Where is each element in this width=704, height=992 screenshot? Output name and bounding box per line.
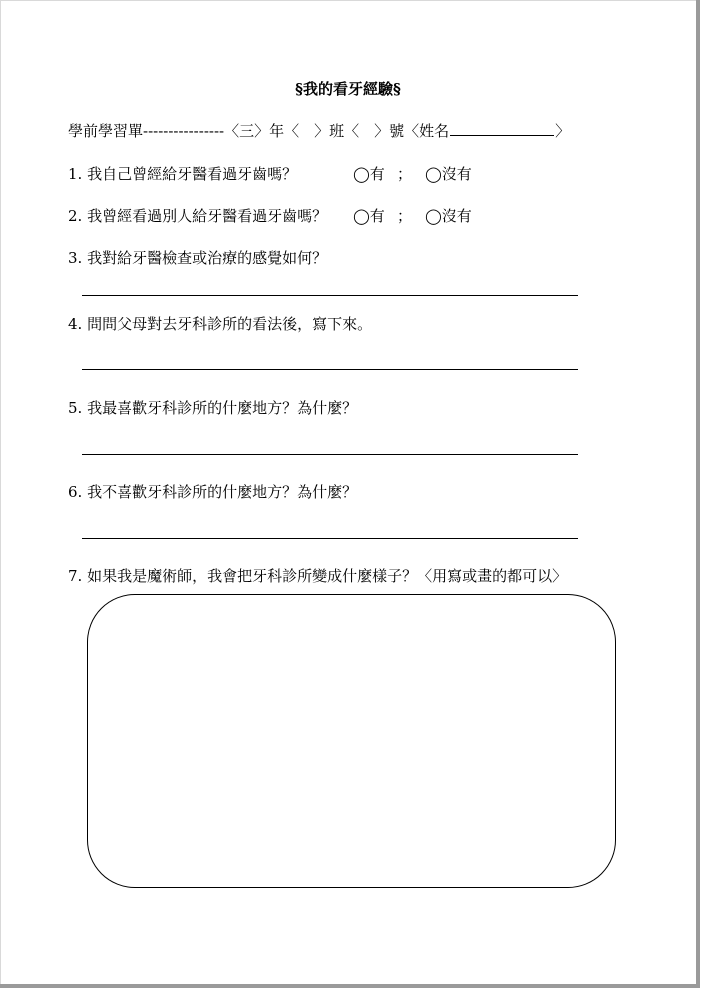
drawing-box[interactable] <box>87 594 616 888</box>
answer-line-3[interactable] <box>82 295 578 296</box>
question-6 <box>68 481 357 502</box>
question-number: 5. <box>68 399 83 417</box>
q1-no-option[interactable]: ◯沒有 <box>425 165 472 183</box>
question-text: 我自己曾經給牙醫看過牙齒嗎？ <box>87 165 298 183</box>
question-7 <box>68 565 567 586</box>
question-4 <box>68 313 372 334</box>
question-2 <box>68 205 327 226</box>
question-text: 問問父母對去牙科診所的看法後，寫下來。 <box>87 315 373 333</box>
question-number: 4. <box>68 315 83 333</box>
student-info-row <box>68 120 570 141</box>
question-text: 我曾經看過別人給牙醫看過牙齒嗎？ <box>87 207 328 225</box>
q2-yes-option[interactable]: ◯有 <box>353 207 385 225</box>
name-close: 〉 <box>555 122 571 140</box>
name-field[interactable] <box>450 123 554 136</box>
question-number: 6. <box>68 483 83 501</box>
question-5 <box>68 397 357 418</box>
question-text: 我不喜歡牙科診所的什麼地方？為什麼？ <box>87 483 358 501</box>
q2-separator: ； <box>397 207 413 225</box>
question-number: 1. <box>68 165 83 183</box>
answer-line-4[interactable] <box>82 369 578 370</box>
question-number: 3. <box>68 249 83 267</box>
question-3 <box>68 247 327 268</box>
question-text: 如果我是魔術師，我會把牙科診所變成什麼樣子？〈用寫或畫的都可以〉 <box>87 567 568 585</box>
q2-no-option[interactable]: ◯沒有 <box>425 207 472 225</box>
question-text: 我最喜歡牙科診所的什麼地方？為什麼？ <box>87 399 358 417</box>
question-number: 2. <box>68 207 83 225</box>
worksheet-label: 學前學習單---------------- <box>68 122 225 140</box>
worksheet-title: §我的看牙經驗§ <box>295 80 401 98</box>
q1-yes-option[interactable]: ◯有 <box>353 165 385 183</box>
class-info: 〈三〉年〈 〉班〈 〉號〈姓名 <box>224 122 450 140</box>
question-1 <box>68 163 297 184</box>
answer-line-6[interactable] <box>82 538 578 539</box>
q1-separator: ； <box>397 165 413 183</box>
question-text: 我對給牙醫檢查或治療的感覺如何？ <box>87 249 328 267</box>
answer-line-5[interactable] <box>82 454 578 455</box>
question-number: 7. <box>68 567 83 585</box>
